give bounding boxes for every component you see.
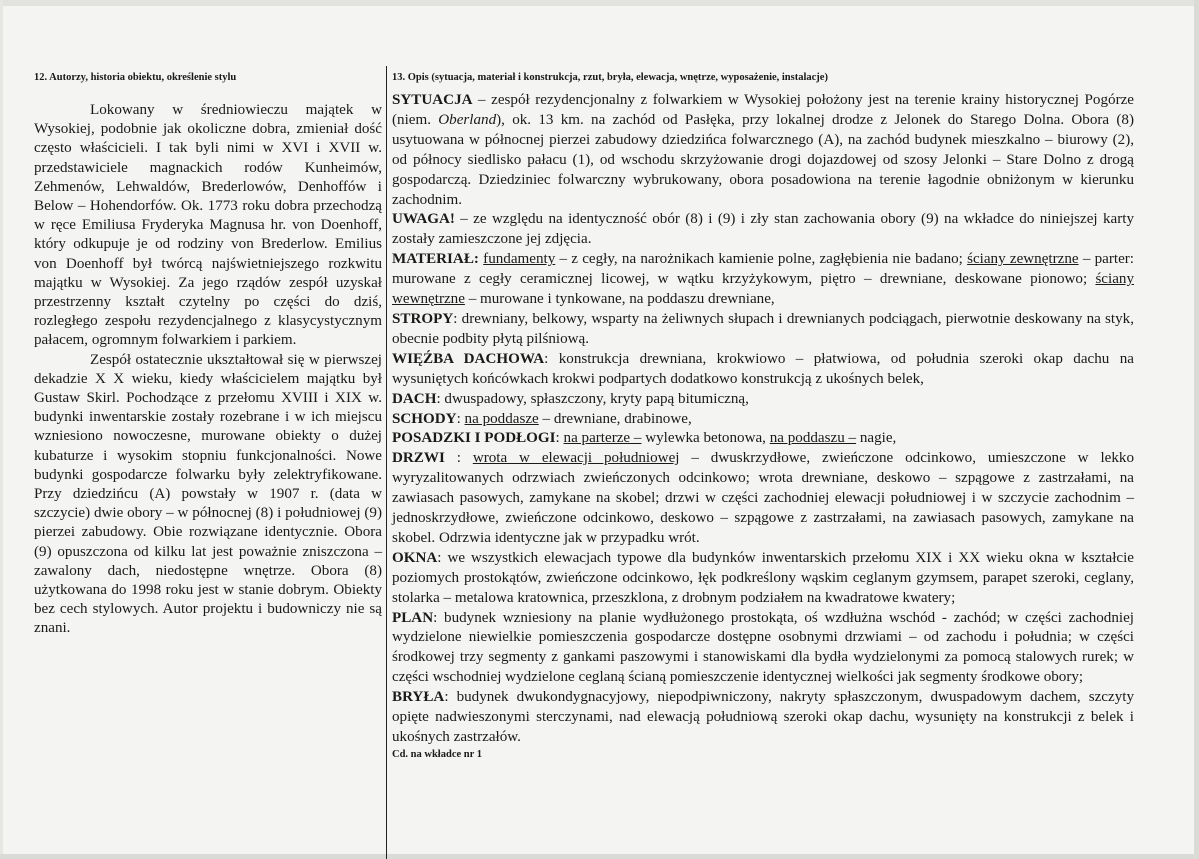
sytuacja-text-b: ), ok. 13 km. na zachód od Pasłęka, przy lokalnej drodze z Jelonek do Starego Dolna. Obora (8) usytuowana w północnej pierzei zabudowy dziedzińca folwarcznego (A), na zachód budynek mieszkalno – biurowy (2), od północy siedlisko pałacu (1), od wschodu skrzyżowanie drogi dojazdowej od szosy Jelonki – Stare Dolno z drogą gospodarczą. Dziedziniec folwarczny wybrukowany, obora posadowiona na terenie łagodnie obniżonym w kierunku zachodnim.	[392, 111, 1135, 208]
dach-text: : dwuspadowy, spłaszczony, kryty papą bitumiczną,	[436, 390, 749, 407]
posadzki-text-1: wylewka betonowa,	[641, 430, 770, 447]
section-plan	[392, 609, 1134, 689]
sytuacja-text-a: – zespół rezydencjonalny z folwarkiem w Wysokiej położony jest na terenie krainy historycznej Pogórze (niem.	[392, 92, 1134, 128]
history-column	[34, 71, 382, 639]
sytuacja-italic: Oberland	[438, 111, 497, 128]
description-column	[392, 71, 1134, 762]
column-divider	[386, 66, 387, 859]
label-bryla: BRYŁA	[392, 689, 445, 706]
section-okna	[392, 549, 1134, 609]
continuation-note: Cd. na wkładce nr 1	[392, 748, 482, 760]
history-paragraph-2: Zespół ostatecznie ukształtował się w pierwszej dekadzie X X wieku, kiedy właścicielem majątku był Gustaw Skirl. Pochodzące z przełomu XVIII i XIX w. budynki inwentarskie zostały rozebrane i w ich miejscu wzniesiono nowoczesne, murowane obiekty o dużej kubaturze i wysokim stopniu funkcjonalności. Nowe budynki gospodarcze folwarku były zelektryfikowane. Przy dziedzińcu (A) powstały w 1907 r. (data w szczycie) dwie obory – w północnej (8) i południowej (9) pierzei zabudowy. Obie rozwiązane identycznie. Obora (9) opuszczona od kilku lat jest poważnie zniszczona – zawalony dach, niedostępne wnętrze. Obora (8) użytkowana do 1998 roku jest w stanie dobrym. Obiekty bez cech stylowych. Autor projektu i budowniczy nie są znani.	[34, 351, 382, 637]
section-drzwi: DRZWI : wrota w elewacji południowej – dwuskrzydłowe, zwieńczone odcinkowo, umieszczone w lekko wyryzalitowanych odrzwiach zwieńczonych odcinkowo; wrota drewniane, deskowo – szpągowe z zastrzałami, na zawiasach pasowych, zamykane na skobel; drzwi w części zachodniej elewacji południowej i w szczycie zachodnim – jednoskrzydłowe, zwieńczone odcinkowo, deskowo – szpągowe z zastrzałami, na zawiasach pasowych, zamykane na skobel. Odrzwia identyczne jak w przypadku wrót.	[392, 450, 1134, 546]
page-edge-top	[0, 0, 1199, 6]
label-plan: PLAN	[392, 609, 434, 626]
section-bryla	[392, 688, 1134, 748]
label-uwaga: UWAGA!	[392, 211, 455, 228]
label-okna: OKNA	[392, 549, 438, 566]
label-wiezba: WIĘŹBA DACHOWA	[392, 350, 545, 367]
label-material: MATERIAŁ:	[392, 251, 479, 268]
material-sciany-zewn: ściany zewnętrzne	[967, 251, 1079, 268]
schody-underlined: na poddasze	[464, 410, 539, 427]
material-text-3: – murowane i tynkowane, na poddaszu drewniane,	[464, 291, 775, 308]
section-uwaga	[392, 210, 1134, 250]
wiezba-text: : konstrukcja drewniana, krokwiowo – płatwiowa, od południa szeroki okap dachu na wysuniętych końcówkach krokwi podpartych dodatkowo konstrukcją z ukośnych belek,	[392, 350, 1134, 387]
okna-text: : we wszystkich elewacjach typowe dla budynków inwentarskich przełomu XIX i XX wieku okna w kształcie poziomych prostokątów, zwieńczone odcinkowo, łęk podkreślony wąskim ceglanym gzymsem, parapet szeroki, ceglany, stolarka – metalowa kratownica, przeszklona, z drobnym podziałem na kwadratowe kwatery;	[392, 549, 1134, 606]
label-stropy: STROPY	[392, 310, 454, 327]
section-wiezba	[392, 350, 1134, 390]
stropy-text: : drewniany, belkowy, wsparty na żeliwnych słupach i drewnianych podciągach, pierwotnie deskowany na styk, obecnie podbity płytą pilśniową.	[392, 310, 1134, 347]
posadzki-parter: na parterze –	[563, 430, 642, 447]
material-text-2: – parter: murowane z cegły ceramicznej licowej, w wątku krzyżykowym, piętro – drewniane, deskowane pionowo;	[392, 251, 1135, 288]
section-posadzki: POSADZKI I PODŁOGI: na parterze – wylewka betonowa, na poddaszu – nagie,	[392, 430, 897, 447]
label-schody: SCHODY	[392, 410, 457, 427]
page-edge-right	[1194, 0, 1199, 859]
label-drzwi: DRZWI	[392, 450, 445, 467]
bryla-text: : budynek dwukondygnacyjowy, niepodpiwniczony, nakryty spłaszczonym, dwuspadowym dachem, szczyty opięte nadwieszonymi sterczynami, nad elewacją południową szeroki okap dachu, wysunięty na konstrukcji z belek i ukośnych zastrzałów.	[392, 689, 1134, 745]
label-posadzki: POSADZKI I PODŁOGI	[392, 430, 556, 447]
section-sytuacja	[392, 91, 1134, 210]
drzwi-text: – dwuskrzydłowe, zwieńczone odcinkowo, umieszczone w lekko wyryzalitowanych odrzwiach zwieńczonych odcinkowo; wrota drewniane, deskowo – szpągowe z zastrzałami, na zawiasach pasowych, zamykane na skobel; drzwi w części zachodniej elewacji południowej i w szczycie zachodnim – jednoskrzydłowe, zwieńczone odcinkowo, deskowo – szpągowe z zastrzałami, na zawiasach pasowych, zamykane na skobel. Odrzwia identyczne jak w przypadku wrót.	[392, 450, 1134, 546]
history-text	[34, 101, 382, 639]
label-sytuacja: SYTUACJA	[392, 92, 473, 108]
section-dach	[392, 390, 1134, 410]
drzwi-underlined: wrota w elewacji południowej	[472, 450, 680, 467]
posadzki-poddasze: na poddaszu –	[769, 430, 857, 447]
description-text	[392, 91, 1134, 748]
material-fundamenty: fundamenty	[483, 251, 556, 268]
page-edge-left	[0, 0, 3, 859]
section-schody: SCHODY: na poddasze – drewniane, drabinowe,	[392, 410, 692, 427]
schody-text: – drewniane, drabinowe,	[538, 410, 692, 427]
material-sciany-wewn: ściany wewnętrzne	[392, 271, 1134, 308]
section-stropy	[392, 310, 1134, 350]
section-material	[392, 250, 1134, 310]
page-edge-bottom	[0, 854, 1199, 859]
history-paragraph-1: Lokowany w średniowieczu majątek w Wysokiej, podobnie jak okoliczne dobra, zmieniał dość często właścicieli. I tak byli nimi w XVI i XVII w. przedstawiciele magnackich rodów Kunheimów, Zehmenów, Lehwaldów, Brederlowów, Denhoffów i Below – Hohendorfów. Ok. 1773 roku dobra przechodzą w ręce Emiliusa Fryderyka Magnusa hr. von Doenhoff, który odkupuje je od rodziny von Brederlow. Emilius von Doenhoff był twórcą najświetniejszego rozkwitu majątku w Wysokiej. Za jego rządów zespół uzyskał przestrzenny kształt czytelny po części do dziś, rozległego zespołu rezydencjalnego z klasycystycznym pałacem, ogromnym folwarkiem i parkiem.	[34, 102, 382, 349]
plan-text: : budynek wzniesiony na planie wydłużonego prostokąta, oś wzdłużna wschód - zachód; w części zachodniej wydzielone niewielkie pomieszczenia gospodarcze dostępne osobnymi drzwiami – od zachodu i południa; w części środkowej trzy segmenty z gankami paszowymi i stanowiskami dla bydła wydzielonymi za pomocą stalowych rurek; w części wschodniej wydzielone ceglaną ścianą pomieszczenie identycznej wielkości jak segmenty środkowe obory;	[392, 609, 1134, 686]
description-heading: 13. Opis (sytuacja, materiał i konstrukcja, rzut, bryła, elewacja, wnętrze, wyposażenie, instalacje)	[392, 72, 828, 83]
label-dach: DACH	[392, 390, 437, 407]
uwaga-text: – ze względu na identyczność obór (8) i (9) i zły stan zachowania obory (9) na wkładce do niniejszej karty zostały zamieszczone jej zdjęcia.	[392, 211, 1134, 248]
posadzki-text-2: nagie,	[856, 430, 897, 447]
history-heading: 12. Autorzy, historia obiektu, określenie stylu	[34, 72, 237, 83]
material-text-1: – z cegły, na narożnikach kamienie polne, zagłębienia nie badano;	[555, 251, 968, 268]
